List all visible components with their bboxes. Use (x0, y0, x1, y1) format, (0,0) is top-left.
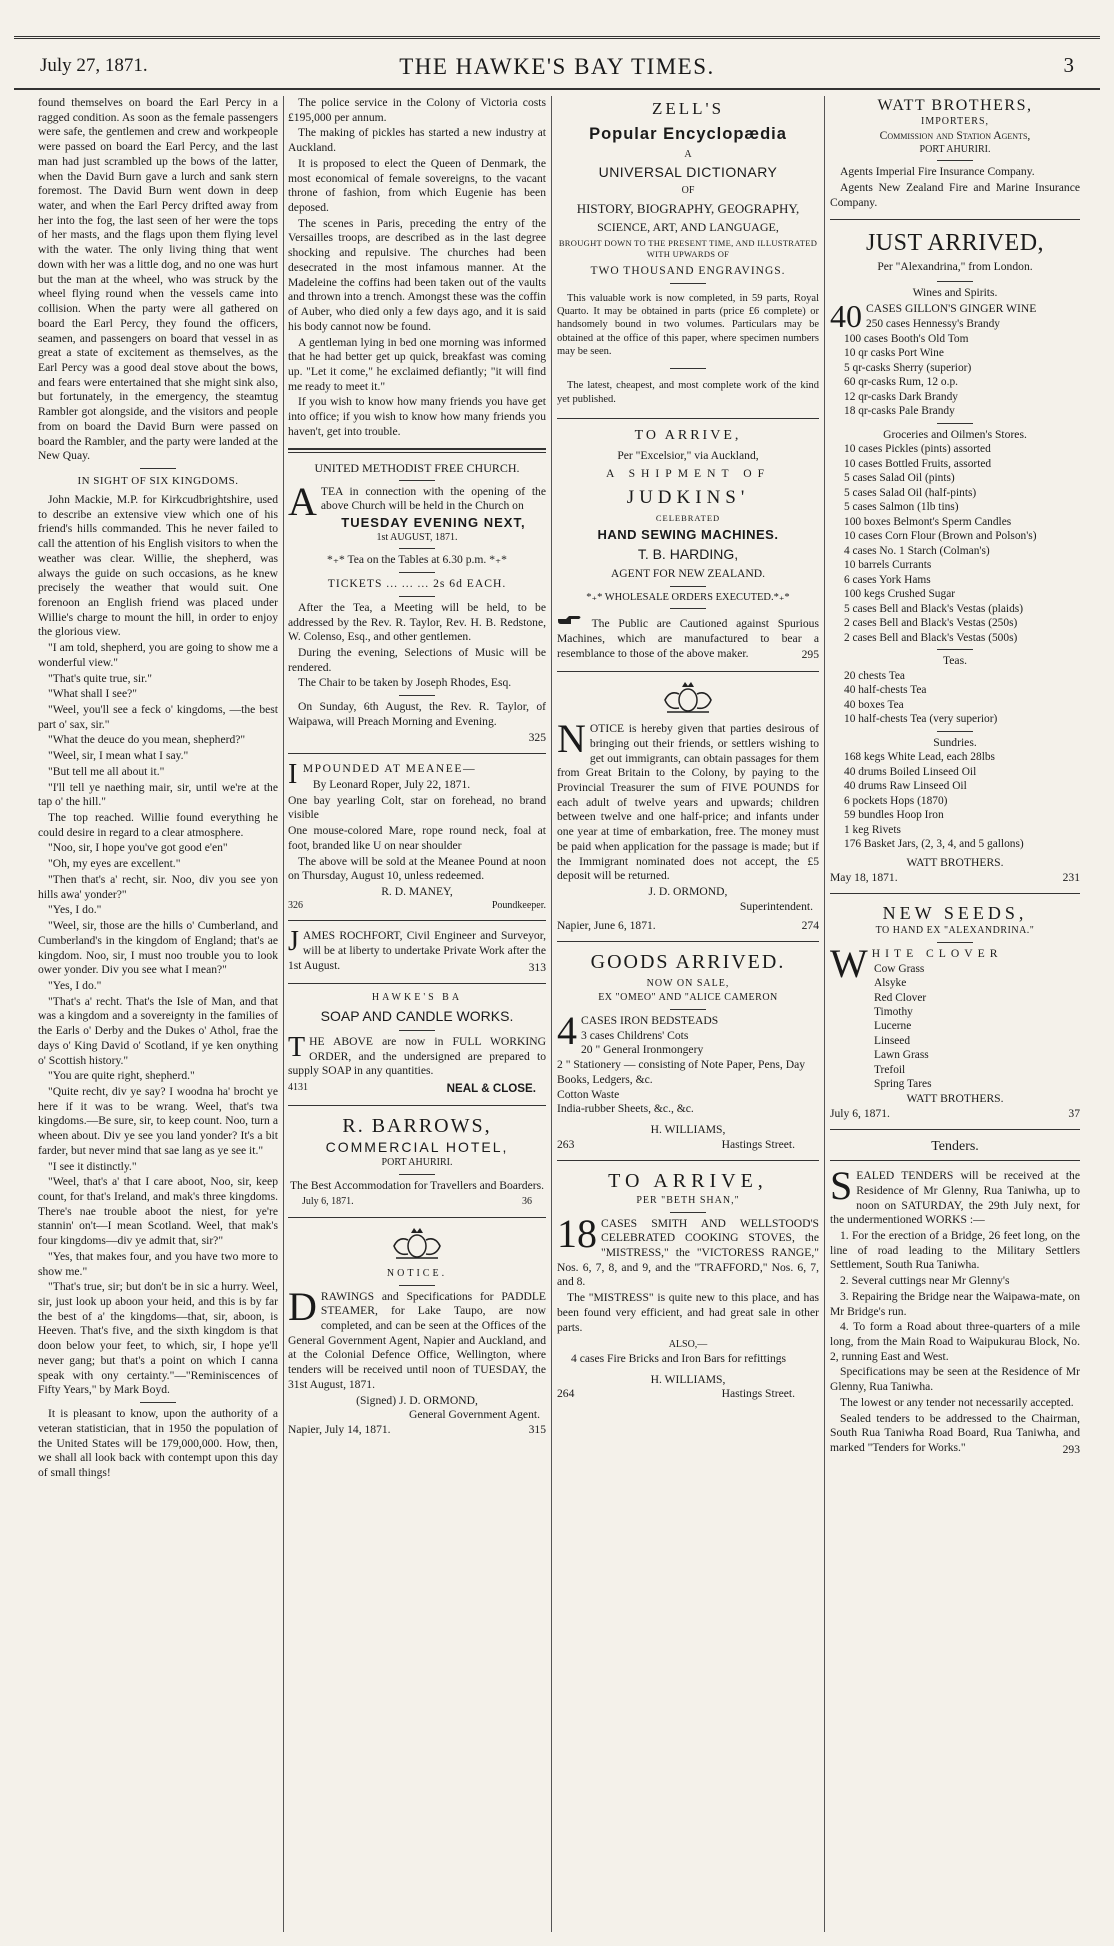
divider (288, 983, 546, 984)
dialogue-line: "Weel, sir, I mean what I say." (48, 749, 189, 763)
impound-item: One mouse-colored Mare, rope round neck, foal at foot, branded like U on near shoulder (288, 824, 546, 852)
just-arrived-advert (830, 228, 1080, 886)
groceries-list (830, 442, 1080, 645)
seed-item: Lucerne (874, 1020, 912, 1033)
divider (399, 1030, 435, 1031)
zell-advert (557, 98, 819, 406)
goods-item: 40 drums Raw Linseed Oil (844, 780, 967, 793)
signature-role: Superintendent. (739, 899, 813, 913)
news-item: The scenes in Paris, preceding the entry of the Versailles troops, are described as in the last degree shocking and repulsive. The churches had been desecrated in the most infamous manner. At the Madeleine the coffins had been taken out of the vaults and thrown into a trench. Amongst these was the coffin of Auber, who died only a few days ago, and it is said his body cannot now be found. (288, 216, 546, 333)
advert-heading: MPOUNDED AT MEANEE— (302, 762, 477, 776)
advert-heading: NOTICE. (386, 1267, 448, 1279)
section-label: Wines and Spirits. (912, 285, 998, 299)
section-label: Teas. (943, 654, 967, 668)
divider (670, 283, 706, 284)
seed-item: HITE CLOVER (871, 946, 1003, 960)
advert-heading: JUST ARRIVED, (865, 229, 1045, 256)
goods-item: 1 keg Rivets (844, 823, 901, 836)
dialogue-line: "You are quite right, shepherd." (48, 1069, 195, 1083)
advert-number: 263 (557, 1137, 575, 1151)
goods-item: 5 cases Salmon (1lb tins) (844, 501, 959, 514)
divider (937, 423, 973, 424)
advert-subheading: TO HAND EX "ALEXANDRINA." (875, 925, 1035, 937)
advert-text: This valuable work is now completed, in 59 parts, Royal Quarto. It may be obtained in parts (price £6 complete) or handsomely bound in two volumes. Particulars may be obtained at the office of this paper, where specimen numbers may be seen. (557, 292, 819, 357)
dialogue-line: "Yes, that makes four, and you have two more to show me." (38, 1249, 278, 1278)
advert-heading: ZELL'S (651, 99, 725, 118)
advert-heading: UNIVERSAL DICTIONARY (598, 164, 778, 181)
teas-list (830, 669, 1080, 727)
dialogue-line: "I see it distinctly." (48, 1159, 137, 1173)
stoves-advert (557, 1169, 819, 1402)
drop-cap: T (288, 1031, 306, 1063)
advert-heading: SOAP AND CANDLE WORKS. (320, 1008, 514, 1025)
advert-text: 4 cases Fire Bricks and Iron Bars for refittings (571, 1351, 787, 1365)
divider (937, 281, 973, 282)
dialogue-line: "That's true, sir; but don't be in sic a hurry. Weel, sir, just look up aboon your heid, and this is by far the best of a' the kingdoms—that, sir, aboon, is Heeven. That's five, and the sixth kingdom is that doon below your feet, to which, sir, I hope ye'll never gang; but that's a point on which I canna speak with ony certainty."—"Reminiscences of Fifty Years," by Mark Boyd. (38, 1280, 278, 1397)
advert-subheading: CELEBRATED (655, 513, 721, 524)
goods-item: 10 cases Pickles (pints) assorted (844, 443, 991, 456)
advert-heading: COMMERCIAL HOTEL, (325, 1139, 509, 1156)
advert-subheading: BROUGHT DOWN TO THE PRESENT TIME, AND ILLUSTRATED WITH UPWARDS OF (558, 238, 818, 260)
goods-item: 5 cases Bell and Black's Vestas (plaids) (844, 602, 1023, 615)
goods-item: 5 cases Salad Oil (pints) (844, 472, 955, 485)
section-label: Groceries and Oilmen's Stores. (883, 427, 1027, 441)
advert-text: RAWINGS and Specifications for PADDLE STEAMER, for Lake Taupo, are now completed, and can be seen at the Offices of the General Government Agent, Napier and Auckland, and at the Colonial Defence Office, Wellington, where tenders will be received until noon of TUESDAY, the 31st August, 1871. (288, 1289, 546, 1391)
barrows-advert (288, 1114, 546, 1209)
goods-item: 168 kegs White Lead, each 28lbs (844, 751, 995, 764)
advert-text: During the evening, Selections of Music will be rendered. (288, 645, 546, 674)
goods-item: 20 chests Tea (844, 669, 905, 682)
advert-text: After the Tea, a Meeting will be held, to be addressed by the Rev. R. Taylor, Rev. H. B. Redstone, W. Colenso, Esq., and other gentlemen. (288, 600, 546, 644)
divider (399, 572, 435, 573)
address: Hastings Street. (721, 1387, 795, 1401)
advert-place: PORT AHURIRI. (381, 1156, 453, 1168)
article-heading: IN SIGHT OF SIX KINGDOMS. (77, 474, 239, 487)
column-rule (824, 96, 825, 1932)
goods-advert (557, 950, 819, 1152)
column-4 (830, 96, 1080, 1457)
steamer-notice (288, 1226, 546, 1438)
advert-number: 293 (1062, 1442, 1080, 1456)
signature: H. WILLIAMS, (650, 1372, 726, 1386)
advert-heading: HAWKE'S BA (371, 992, 463, 1004)
advert-heading: NEW SEEDS, (882, 903, 1028, 924)
advert-text: On Sunday, 6th August, the Rev. R. Taylor, of Waipawa, will Preach Morning and Evening. (288, 700, 546, 728)
dialogue-line: "Then that's a' recht, sir. Noo, div you see yon hills awa' yonder?" (38, 872, 278, 901)
goods-item: 59 bundles Hoop Iron (844, 809, 944, 822)
advert-number: 274 (801, 918, 819, 932)
advert-number: 295 (801, 648, 819, 662)
advert-number: 313 (528, 960, 546, 974)
divider (670, 608, 706, 609)
divider (830, 219, 1080, 220)
article-text: found themselves on board the Earl Percy in a ragged condition. As soon as the female passengers were safe, the gentlemen and crew and workpeople were passed on board the Earl Percy, and the last man had just scrambled up the bows of the latter, when the David Burn gave a lurch and sank stern foremost. The David Burn went down in deep water, and when the Earl Percy drifted away from her into the fog, the last seen of her were the tops of her masts, and the flags upon them flying level with the water. The only living thing that went down with her was a little dog, and no one was hurt but the man at the wheel, who was struck by the wheel flying round when the vessels came into collision. When the party were all gathered on board the Earl Percy, they found the officers, seamen, and passengers on board that vessel in as great a state of excitement as themselves, as the Earl Percy was a good deal stove about the bows, and fears were entertained that she might sink also, but fortunately, in the emergency, the steamtug Rambler got alongside, and the visitors and people from on board the David Burn were passed on board the Rambler, and the party were landed at the New Quay. (38, 96, 278, 463)
goods-item: 100 kegs Crushed Sugar (844, 588, 956, 601)
goods-item: 20 " General Ironmongery (581, 1043, 704, 1057)
dialogue-line: "Weel, that's a' that I care aboot, Noo, sir, keep count, for that's Ireland, and mak's three kingdoms. There's nae trouble aboot the niest, for ye're stannin' on't—I mean Scotland. Weel, that mak's four kingdoms—div ye admit that, sir?" (38, 1175, 278, 1248)
dialogue-line: "Yes, I do." (48, 978, 102, 992)
advert-number: 325 (528, 730, 546, 744)
divider (140, 1402, 176, 1403)
divider (557, 941, 819, 942)
dialogue-line: "Quite recht, div ye say? I woodna ha' brocht ye here if it was to be wrang. Weel, that's twa kingdoms.—Be sure, sir, to keep count. Noo, turn a wheen about. Div ye see you land yonder? It's a bit farder, but never mind that sae lang as ye see it." (38, 1084, 278, 1157)
dialogue-line: "Weel, sir, those are the hills o' Cumberland, and Cumberland's in the kingdom of England; that's ae kingdom. Noo, sir, I must noo trouble you to look ower yonder. Div you see what I mean?" (38, 919, 278, 977)
divider (830, 1160, 1080, 1161)
column-3 (557, 96, 819, 1402)
advert-number: 264 (557, 1387, 575, 1401)
advert-number: 231 (1062, 870, 1080, 884)
goods-item: 100 cases Booth's Old Tom (844, 332, 969, 345)
advert-heading: JUDKINS' (626, 487, 750, 509)
works-item: 2. Several cuttings near Mr Glenny's (840, 1274, 1010, 1288)
goods-item: 40 half-chests Tea (844, 684, 927, 697)
advert-number: 37 (1068, 1106, 1080, 1120)
wines-list (830, 317, 1080, 418)
address: Hastings Street. (721, 1137, 795, 1151)
signature: H. WILLIAMS, (650, 1123, 726, 1137)
advert-subheading: NOW ON SALE, (646, 977, 730, 989)
advert-heading: WATT BROTHERS, (877, 97, 1033, 114)
pointing-hand-icon (557, 615, 583, 627)
dialogue-line: "What the deuce do you mean, shepherd?" (48, 733, 246, 747)
drop-cap: W (830, 940, 868, 986)
advert-date: July 6, 1871. (830, 1106, 890, 1120)
divider (670, 586, 706, 587)
dialogue-line: "Noo, sir, I hope you've got good e'en" (48, 841, 228, 855)
impound-advert (288, 759, 546, 912)
dialogue-line: "Yes, I do." (48, 903, 102, 917)
advert-subheading: PORT AHURIRI. (919, 143, 991, 155)
event-date-sub: 1st AUGUST, 1871. (376, 531, 458, 543)
rochfort-advert (288, 926, 546, 975)
masthead (40, 48, 1074, 82)
goods-item: 6 pockets Hops (1870) (844, 794, 948, 807)
advert-heading: TO ARRIVE, (608, 1170, 768, 1193)
goods-item: 100 boxes Belmont's Sperm Candles (844, 515, 1012, 528)
goods-item: CASES IRON BEDSTEADS (581, 1013, 719, 1027)
advert-number: 36 (522, 1196, 532, 1208)
advert-text: OTICE is hereby given that parties desirous of bringing out their friends, or settlers wishing to get out immigrants, can obtain passages for them from Great Britain to the Colony, by paying to the Provincial Treasurer the sum of FIVE POUNDS for each adult of twelve years and upwards; children between twelve and one half-price; and infants under one year at time of embarkation, free. The money must be paid when application for the passage is made; but if the Immigrant nominated does not accept, the £5 deposit will be returned. (557, 722, 819, 883)
tea-time: *₊* Tea on the Tables at 6.30 p.m. *₊* (327, 553, 507, 567)
goods-item: Cotton Waste (557, 1087, 620, 1101)
advert-subheading: AGENT FOR NEW ZEALAND. (610, 567, 766, 581)
royal-crest-icon (390, 1226, 444, 1262)
advert-number: 4131 (288, 1081, 308, 1093)
divider (399, 480, 435, 481)
signature: R. D. MANEY, (381, 885, 453, 899)
goods-item: 10 cases Corn Flour (Brown and Polson's) (844, 530, 1037, 543)
goods-item: 40 drums Boiled Linseed Oil (844, 765, 977, 778)
goods-item: 5 qr-casks Sherry (superior) (844, 361, 972, 374)
news-item: The police service in the Colony of Victoria costs £195,000 per annum. (288, 96, 546, 124)
advert-subheading: *₊* WHOLESALE ORDERS EXECUTED.*₊* (586, 591, 790, 603)
works-item: 4. To form a Road about three-quarters of a mile long, from the Main Road to Waipukurau Block, No. 2, running East and West. (830, 1320, 1080, 1363)
goods-item: 40 boxes Tea (844, 698, 904, 711)
divider (937, 160, 973, 161)
advert-subheading: ALSO,— (668, 1339, 708, 1351)
advert-subheading: EX "OMEO" AND "ALICE CAMERON (598, 992, 778, 1004)
sundries-list (830, 750, 1080, 851)
top-rule (14, 36, 1100, 39)
advert-text: AMES ROCHFORT, Civil Engineer and Surveyor, will be at liberty to undertake Private Work after the 1st August. (288, 929, 546, 972)
signature: WATT BROTHERS. (906, 855, 1004, 869)
divider (557, 1160, 819, 1161)
column-2 (288, 96, 546, 1438)
divider (288, 1217, 546, 1218)
goods-item: 2 cases Bell and Black's Vestas (250s) (844, 617, 1018, 630)
dialogue-line: "But tell me all about it." (48, 764, 165, 778)
advert-date: July 6, 1871. (302, 1196, 354, 1208)
advert-text: Agents New Zealand Fire and Marine Insurance Company. (830, 181, 1080, 209)
goods-item: CASES GILLON'S GINGER WINE (866, 302, 1037, 316)
advert-text: TEA in connection with the opening of the above Church will be held in the Church on (320, 484, 546, 513)
seed-item: Linseed (874, 1034, 911, 1047)
signature-role: General Government Agent. (408, 1408, 540, 1422)
soap-advert (288, 992, 546, 1096)
advert-text: By Leonard Roper, July 22, 1871. (312, 778, 471, 792)
dialogue-line: "I'll tell ye naething mair, sir, until we're at the tap o' the hill." (38, 780, 278, 809)
divider (399, 1174, 435, 1175)
advert-text: Sealed tenders to be addressed to the Chairman, South Rua Taniwha Road Board, Rua Taniwha, and marked "Tenders for Works." (830, 1411, 1080, 1455)
signature-role: Poundkeeper. (491, 899, 546, 911)
advert-heading: UNITED METHODIST FREE CHURCH. (314, 460, 520, 475)
dialogue-line: "Oh, my eyes are excellent." (48, 857, 181, 871)
signature: (Signed) J. D. ORMOND, (356, 1393, 478, 1407)
page-number: 3 (1063, 53, 1074, 77)
dialogue-line: "That's a' recht. That's the Isle of Man, and that was a kingdom and a sovereignty in the families of the Earls o' Derby and the Dukes o' Athol, frae the days o' King David o' Scotland, if ye ken onything o' Scottish history." (38, 994, 278, 1067)
advert-text: HE ABOVE are now in FULL WORKING ORDER, and the undersigned are prepared to supply SOAP in any quantities. (288, 1034, 546, 1078)
advert-subheading: A (684, 148, 692, 160)
advert-text: The lowest or any tender not necessarily accepted. (840, 1395, 1074, 1409)
goods-item: 2 cases Bell and Black's Vestas (500s) (844, 631, 1018, 644)
advert-text: The Best Accommodation for Travellers and Boarders. (289, 1178, 545, 1192)
advert-date: Napier, June 6, 1871. (557, 918, 656, 932)
divider (937, 942, 973, 943)
goods-item: 6 cases York Hams (844, 573, 931, 586)
seed-item: Spring Tares (874, 1078, 932, 1091)
drop-cap: I (288, 759, 299, 791)
column-1 (38, 96, 278, 1482)
advert-heading: R. BARROWS, (342, 1114, 492, 1137)
drop-cap: 4 (557, 1007, 577, 1053)
goods-item: 10 qr casks Port Wine (844, 347, 944, 360)
advert-number: 326 (288, 899, 303, 911)
dialogue-line: The top reached. Willie found everything he could desire in regard to a clear atmosphere. (38, 811, 278, 839)
watt-brothers-advert (830, 96, 1080, 211)
drop-cap: J (288, 926, 299, 958)
advert-subheading: Per "Alexandrina," from London. (877, 260, 1033, 274)
impound-item: One bay yearling Colt, star on forehead, no brand visible (288, 793, 546, 822)
agent-name: T. B. HARDING, (637, 546, 739, 563)
divider (288, 920, 546, 921)
firm-name: NEAL & CLOSE. (446, 1081, 536, 1095)
goods-item: 10 half-chests Tea (very superior) (844, 713, 998, 726)
divider (830, 1129, 1080, 1130)
advert-date: Napier, July 14, 1871. (288, 1423, 391, 1437)
dialogue-line: "I am told, shepherd, you are going to show me a wonderful view." (38, 641, 278, 669)
divider (288, 753, 546, 754)
section-label: Sundries. (933, 735, 977, 749)
article-text: John Mackie, M.P. for Kirkcudbrightshire, used to describe an extensive view which one of his friend's hills commanded. This he never failed to call the attention of his English visitors to when the weather was clear. Willie, the shepherd, was always the guide on such occasions, as he knew precisely the weather that would suit. One forenoon an English friend was placed under Willie's charge to mount the hill, in order to enjoy the glorious view. (38, 492, 278, 639)
column-rule (551, 96, 552, 1932)
works-item: 1. For the erection of a Bridge, 26 feet long, on the line of road leading to the Military Settlers Settlement, South Rua Taniwha. (830, 1228, 1080, 1272)
advert-text: The above will be sold at the Meanee Pound at noon on Thursday, August 10, unless redeemed. (288, 854, 546, 883)
goods-item: 10 cases Bottled Fruits, assorted (844, 457, 992, 470)
works-item: 3. Repairing the Bridge near the Waipawa-mate, on Mr Bridge's run. (830, 1289, 1080, 1318)
event-date: TUESDAY EVENING NEXT, (341, 515, 526, 531)
advert-text: Specifications may be seen at the Residence of Mr Glenny, Rua Taniwha. (830, 1365, 1080, 1394)
advert-heading: TO ARRIVE, (634, 427, 742, 443)
advert-subheading: Per "Excelsior," via Auckland, (617, 448, 759, 462)
divider (670, 368, 706, 369)
dialogue-line: "Weel, you'll see a feck o' kingdoms, —the best part o' sax, sir." (38, 703, 278, 731)
goods-item: 3 cases Childrens' Cots (581, 1028, 689, 1042)
signature: WATT BROTHERS. (906, 1091, 1004, 1105)
divider (937, 649, 973, 650)
advert-subheading: IMPORTERS, (920, 116, 990, 128)
seed-item: Timothy (874, 1006, 913, 1018)
advert-subheading: A SHIPMENT OF (605, 467, 771, 481)
divider (288, 1105, 546, 1106)
advert-text: The "MISTRESS" is quite new to this place, and has been found very efficient, and had great sale in other parts. (557, 1291, 819, 1334)
divider (288, 452, 546, 453)
news-item: If you wish to know how many friends you have get into office; if you wish to know how many friends you haven't, get into trouble. (288, 395, 546, 438)
drop-cap: 40 (830, 298, 862, 335)
dialogue-line: "That's quite true, sir." (48, 671, 152, 685)
news-item: The making of pickles has started a new industry at Auckland. (288, 126, 546, 155)
tenders-advert (830, 1138, 1080, 1457)
divider (670, 1009, 706, 1010)
divider (937, 731, 973, 732)
advert-date: May 18, 1871. (830, 870, 898, 884)
goods-item: 5 cases Salad Oil (half-pints) (844, 486, 977, 499)
goods-item: 2 " Stationery — consisting of Note Paper, Pens, Day Books, Ledgers, &c. (557, 1058, 806, 1086)
divider (399, 695, 435, 696)
church-advert (288, 461, 546, 746)
issue-date: July 27, 1871. (40, 55, 148, 76)
goods-item: 250 cases Hennessy's Brandy (866, 318, 1000, 331)
goods-item: 176 Basket Jars, (2, 3, 4, and 5 gallons) (844, 838, 1024, 851)
goods-item: 18 qr-casks Pale Brandy (844, 405, 955, 418)
advert-heading: Popular Encyclopædia (589, 124, 787, 143)
drop-cap: S (830, 1163, 853, 1209)
divider (288, 448, 546, 450)
divider (557, 671, 819, 672)
advert-subheading: Commission and Station Agents, (879, 129, 1031, 142)
drop-cap: N (557, 716, 586, 762)
goods-item: 4 cases No. 1 Starch (Colman's) (844, 544, 990, 557)
advert-heading: GOODS ARRIVED. (590, 951, 786, 974)
goods-item: 12 qr-casks Dark Brandy (844, 390, 958, 403)
advert-text: The Chair to be taken by Joseph Rhodes, Esq. (298, 676, 512, 690)
divider (557, 418, 819, 419)
divider (670, 1212, 706, 1213)
seed-item: Lawn Grass (874, 1049, 929, 1062)
divider (399, 596, 435, 597)
signature: J. D. ORMOND, (648, 885, 728, 899)
seed-item: Red Clover (874, 991, 927, 1004)
divider (399, 1285, 435, 1286)
seed-item: Cow Grass (874, 962, 925, 975)
advert-subheading: OF (681, 184, 695, 196)
advert-heading: HISTORY, BIOGRAPHY, GEOGRAPHY, (576, 200, 800, 216)
drop-cap: A (288, 478, 317, 524)
seed-item: Alsyke (874, 977, 907, 990)
advert-heading: Tenders. (931, 1139, 979, 1155)
ticket-price: TICKETS ... ... ... 2s 6d EACH. (327, 577, 507, 591)
goods-item: India-rubber Sheets, &c., &c. (557, 1102, 694, 1116)
advert-text: CASES SMITH AND WELLSTOOD'S CELEBRATED COOKING STOVES, the "MISTRESS," the "VICTORESS RANGE," Nos. 6, 7, 8, and 9, and the "TRAFFORD," Nos. 6, 7, and 8. (557, 1216, 819, 1289)
drop-cap: D (288, 1283, 317, 1329)
article-text: It is pleasant to know, upon the authority of a veteran statistician, that in 1950 the population of the United States will be 179,000,000. How, then, we shall all look back with contempt upon this day of small things! (38, 1407, 278, 1479)
newspaper-title: THE HAWKE'S BAY TIMES. (399, 54, 715, 79)
drop-cap: 18 (557, 1210, 597, 1256)
advert-text: Agents Imperial Fire Insurance Company. (840, 165, 1035, 179)
divider (140, 468, 176, 469)
goods-item: 60 qr-casks Rum, 12 o.p. (844, 376, 958, 389)
goods-item: 10 barrels Currants (844, 559, 932, 572)
advert-heading: TWO THOUSAND ENGRAVINGS. (590, 264, 786, 277)
advert-heading: HAND SEWING MACHINES. (597, 526, 779, 542)
divider (830, 893, 1080, 894)
advert-text: EALED TENDERS will be received at the Residence of Mr Glenny, Rua Taniwha, up to noon on SATURDAY, the 29th July next, for the undermentioned WORKS :— (830, 1169, 1080, 1227)
new-seeds-advert (830, 902, 1080, 1121)
advert-heading: SCIENCE, ART, AND LANGUAGE, (597, 220, 779, 235)
royal-crest-icon (661, 680, 715, 716)
advert-number: 315 (528, 1423, 546, 1437)
advert-subheading: PER "BETH SHAN," (636, 1194, 740, 1206)
judkins-advert (557, 427, 819, 663)
immigration-notice (557, 680, 819, 933)
masthead-rule (14, 88, 1100, 90)
news-item: A gentleman lying in bed one morning was informed that he had better get up quick, breakfast was coming up. "Let it come," he exclaimed defiantly; "it will find me ready to meet it." (288, 335, 546, 393)
news-item: It is proposed to elect the Queen of Denmark, the most economical of female sovereigns, to the vacant throne of fashion, from which Eugenie has been deposed. (288, 156, 546, 215)
advert-text: The latest, cheapest, and most complete work of the kind yet published. (557, 380, 819, 405)
divider (399, 548, 435, 549)
column-rule (283, 96, 284, 1932)
dialogue-line: "What shall I see?" (48, 687, 137, 701)
seed-item: Trefoil (874, 1063, 906, 1076)
advert-text: The Public are Cautioned against Spurious Machines, which are manufactured to bear a resemblance to those of the above maker. (557, 617, 819, 660)
